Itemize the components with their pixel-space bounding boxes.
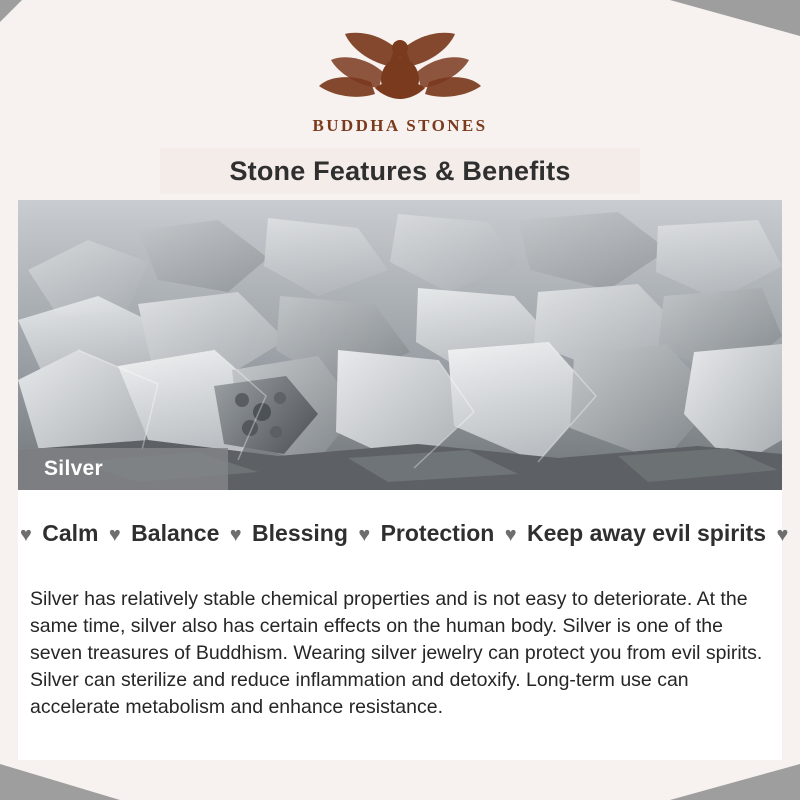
corner-decoration-top-right xyxy=(670,0,800,36)
corner-decoration-bottom-right xyxy=(670,764,800,800)
section-title-band xyxy=(160,148,640,194)
heart-icon: ♥ xyxy=(358,524,371,546)
benefit-item-1: Balance xyxy=(131,520,220,546)
heart-icon: ♥ xyxy=(108,524,121,546)
heart-icon: ♥ xyxy=(776,524,789,546)
heart-icon: ♥ xyxy=(504,524,517,546)
silver-ore-illustration xyxy=(18,200,782,490)
page-title: Stone Features & Benefits xyxy=(229,155,571,186)
stone-name: Silver xyxy=(44,457,104,480)
benefits-list xyxy=(18,520,789,547)
brand-logo xyxy=(0,22,800,136)
benefit-item-4: Keep away evil spirits xyxy=(526,520,767,546)
stone-name-tab xyxy=(18,448,228,490)
heart-icon: ♥ xyxy=(20,524,32,546)
corner-decoration-top-left xyxy=(0,0,22,22)
heart-icon: ♥ xyxy=(229,524,242,546)
brand-name: BUDDHA STONES xyxy=(312,116,488,135)
lotus-meditation-figure-icon xyxy=(305,22,495,114)
benefit-item-2: Blessing xyxy=(252,520,348,546)
benefit-item-0: Calm xyxy=(42,520,99,546)
benefit-item-3: Protection xyxy=(380,520,495,546)
corner-decoration-bottom-left xyxy=(0,764,120,800)
description-paragraph: Silver has relatively stable chemical properties and is not easy to deteriorate. At the same time, silver also has certain effects on the human body. Silver is one of the seven treasures of Buddhism. Wearing silver jewelry can protect you from evil spirits. Silver can sterilize and reduce inflammation and detoxify. Long-term use can accelerate metabolism and enhance resistance. xyxy=(30,588,763,718)
hero-image xyxy=(18,200,782,490)
